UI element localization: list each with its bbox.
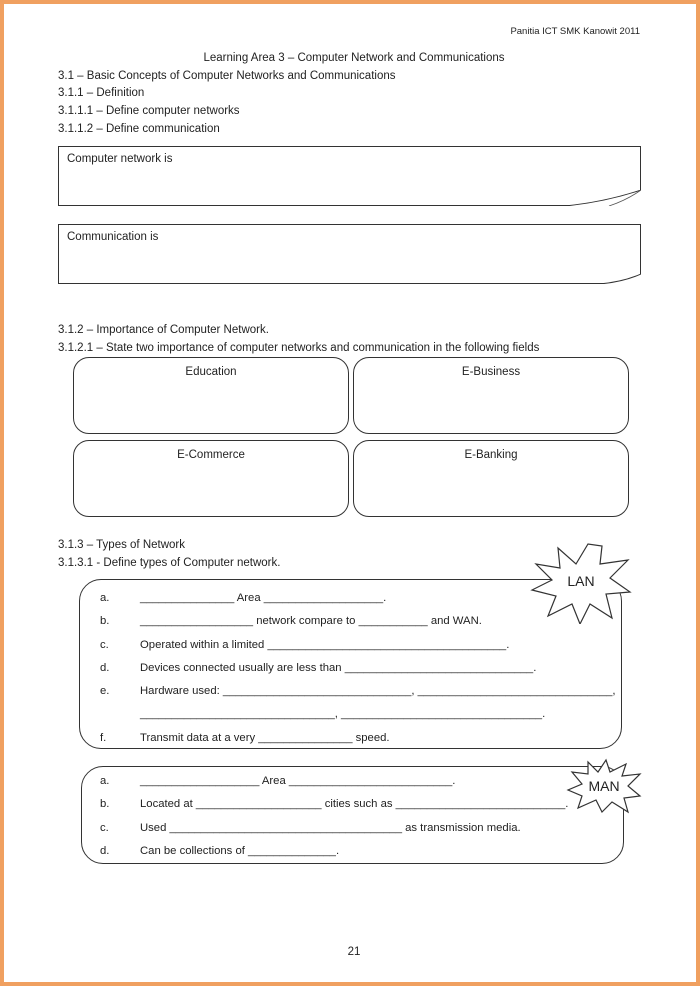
header-text: Panitia ICT SMK Kanowit 2011 [510, 26, 640, 37]
lan-label: LAN [567, 573, 595, 589]
section-3-1-heading: 3.1 – Basic Concepts of Computer Networks and Communications [58, 70, 396, 82]
page-curl-icon [599, 274, 641, 284]
section-3-1-1-1-heading: 3.1.1.1 – Define computer networks [58, 105, 240, 117]
man-starburst-icon [566, 758, 642, 814]
section-3-1-1-heading: 3.1.1 – Definition [58, 87, 145, 99]
e-commerce-label: E-Commerce [177, 449, 245, 461]
education-label: Education [185, 366, 237, 378]
man-label: MAN [588, 778, 620, 794]
e-business-field-box[interactable] [353, 357, 629, 434]
page-curl-icon [565, 190, 641, 206]
page-title: Learning Area 3 – Computer Network and Communications [203, 52, 505, 64]
education-field-box[interactable] [73, 357, 349, 434]
section-3-1-3-1-heading: 3.1.3.1 - Define types of Computer network. [58, 557, 281, 569]
lan-starburst-icon [530, 542, 632, 624]
e-banking-field-box[interactable] [353, 440, 629, 517]
man-box: a. ___________________ Area __________________________. b. Located at ____________________ cities such as ___________________________. c. Used _____________________________________ as transmission media. d. Can be collections of ______________. [81, 766, 624, 864]
section-3-1-2-1-heading: 3.1.2.1 – State two importance of computer networks and communication in the following fields [58, 342, 540, 354]
lan-box: a. _______________ Area ___________________. b. __________________ network compare to ___________ and WAN. c. Operated within a limited ______________________________________. d. Devices connected usually are less than ______________________________. e. Hardware used: ______________________________, _______________________________, _______________________________, ________________________________. f. Transmit data at a very _______________ speed. [79, 579, 622, 749]
computer-network-label: Computer network is [67, 153, 173, 165]
page-number: 21 [347, 946, 361, 958]
e-banking-label: E-Banking [464, 449, 518, 461]
e-business-label: E-Business [461, 366, 521, 378]
section-3-1-1-2-heading: 3.1.1.2 – Define communication [58, 123, 220, 135]
communication-answer-box[interactable] [58, 224, 641, 284]
section-3-1-2-heading: 3.1.2 – Importance of Computer Network. [58, 324, 269, 336]
computer-network-answer-box[interactable] [58, 146, 641, 206]
section-3-1-3-heading: 3.1.3 – Types of Network [58, 539, 185, 551]
e-commerce-field-box[interactable] [73, 440, 349, 517]
communication-label: Communication is [67, 231, 159, 243]
